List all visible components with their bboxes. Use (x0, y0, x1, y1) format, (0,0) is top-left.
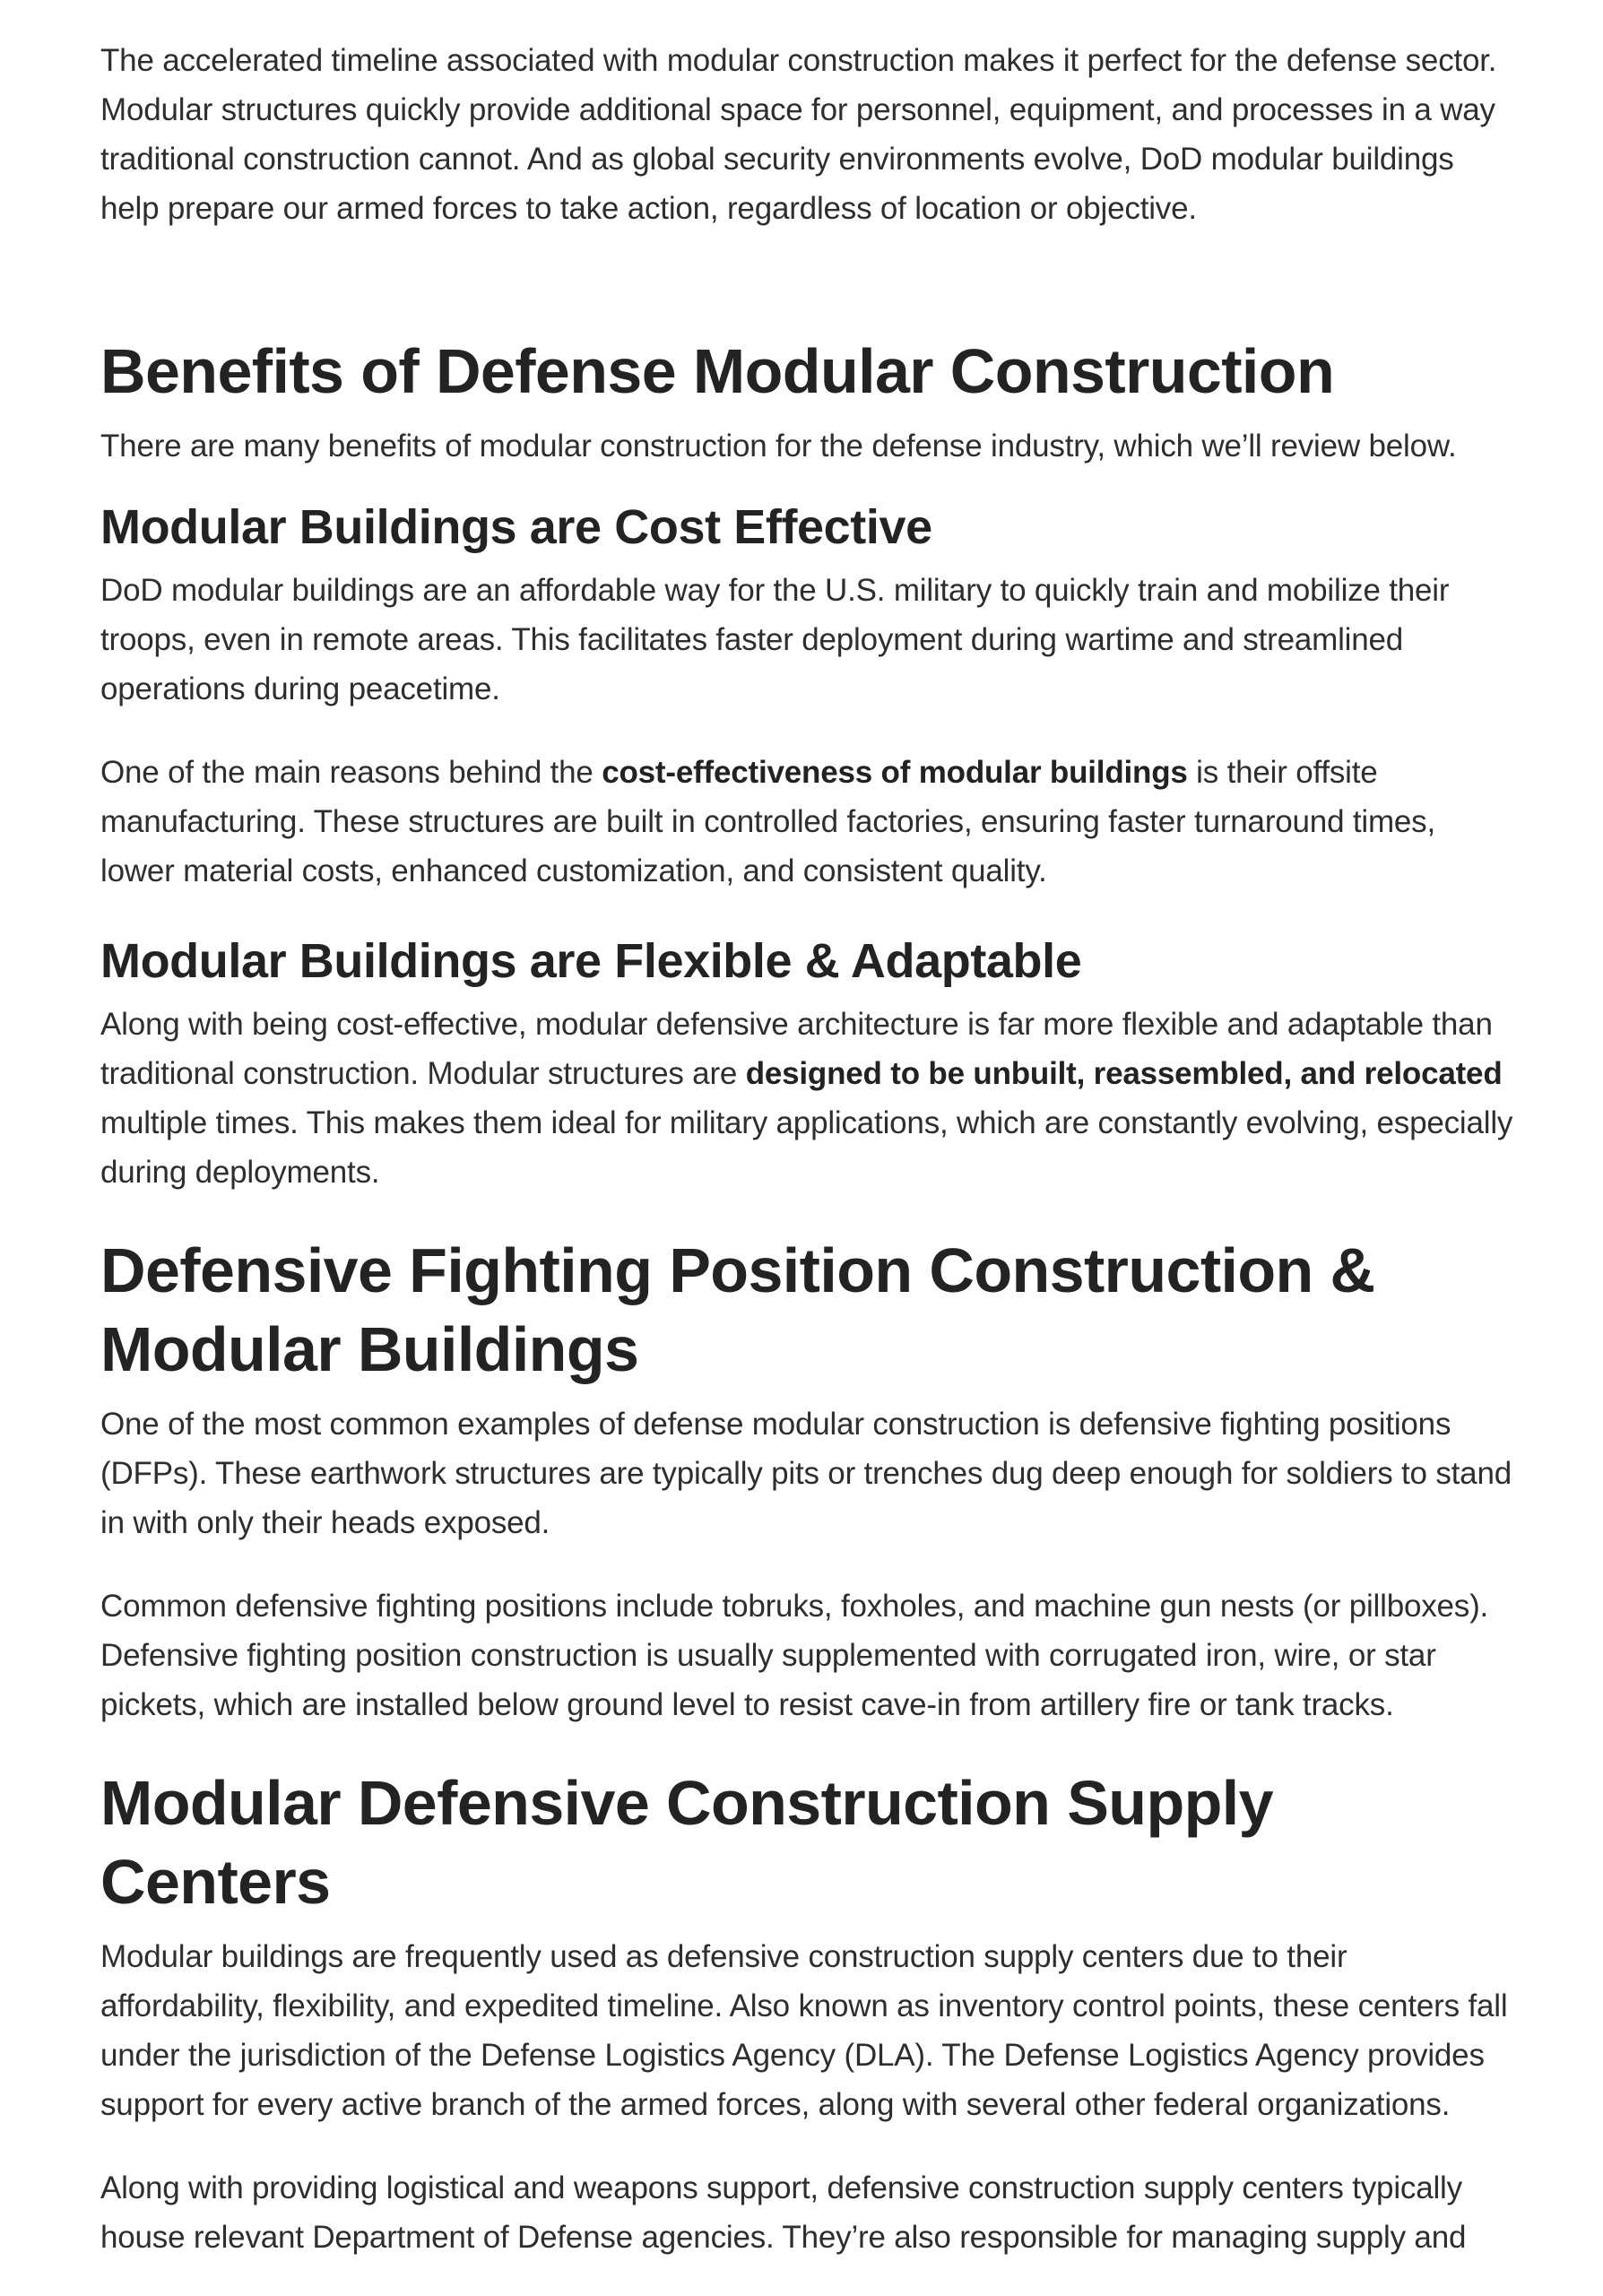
flexible-heading: Modular Buildings are Flexible & Adaptable (100, 934, 1082, 988)
cost-effective-heading: Modular Buildings are Cost Effective (100, 500, 932, 554)
supply-centers-paragraph-2: Along with providing logistical and weapons support, defensive construction supply centers typically house relevant Department of Defense agencies. They’re also responsible for managing supply and (100, 2170, 1467, 2255)
fighting-position-paragraph-1: One of the most common examples of defense modular construction is defensive fighting positions (DFPs). These earthwork structures are typically pits or trenches dug deep enough for soldiers to stand in with only their heads exposed. (100, 1407, 1512, 1540)
cost-effective-paragraph-1: DoD modular buildings are an affordable way for the U.S. military to quickly train and mobilize their troops, even in remote areas. This facilitates faster deployment during wartime and streamlined operations during peacetime. (100, 573, 1450, 706)
benefits-intro-paragraph: There are many benefits of modular construction for the defense industry, which we’ll review below. (100, 429, 1457, 464)
supply-centers-paragraph-1: Modular buildings are frequently used as defensive construction supply centers due to their affordability, flexibility, and expedited timeline. Also known as inventory control points, these centers fall under the jurisdiction of the Defense Logistics Agency (DLA). The Defense Logistics Agency provides support for every active branch of the armed forces, along with several other federal organizations. (100, 1939, 1508, 2122)
cost-effective-paragraph-2 (100, 748, 1517, 896)
cost-p2-text-before: One of the main reasons behind the (100, 755, 602, 790)
article-body (100, 36, 1517, 2296)
flexible-p1-text-before: Along with being cost-effective, modular defensive architecture is far more flexible and adaptable than traditional construction. Modular structures are (100, 1007, 1493, 1091)
benefits-heading: Benefits of Defense Modular Construction (100, 336, 1335, 406)
flexible-paragraph (100, 1000, 1517, 1197)
intro-paragraph: The accelerated timeline associated with modular construction makes it perfect for the defense sector. Modular structures quickly provide additional space for personnel, equipment, and processes in a way traditional construction cannot. And as global security environments evolve, DoD modular buildings help prepare our armed forces to take action, regardless of location or objective. (100, 43, 1497, 226)
flexible-p1-text-after: multiple times. This makes them ideal for military applications, which are constantly evolving, especially during deployments. (100, 1105, 1513, 1190)
flexible-p1-bold-text: designed to be unbuilt, reassembled, and relocated (745, 1056, 1503, 1091)
fighting-position-heading: Defensive Fighting Position Construction & Modular Buildings (100, 1235, 1375, 1384)
fighting-position-paragraph-2: Common defensive fighting positions include tobruks, foxholes, and machine gun nests (or pillboxes). Defensive fighting position construction is usually supplemented with corrugated iron, wire, or star pickets, which are installed below ground level to resist cave-in from artillery fire or tank tracks. (100, 1589, 1489, 1722)
cost-p2-bold-text: cost-effectiveness of modular buildings (602, 755, 1188, 790)
cost-p2-text-after: is their offsite manufacturing. These structures are built in controlled factories, ensuring faster turnaround times, lower material costs, enhanced customization, and consistent quality. (100, 755, 1435, 888)
supply-centers-heading: Modular Defensive Construction Supply Centers (100, 1768, 1273, 1917)
